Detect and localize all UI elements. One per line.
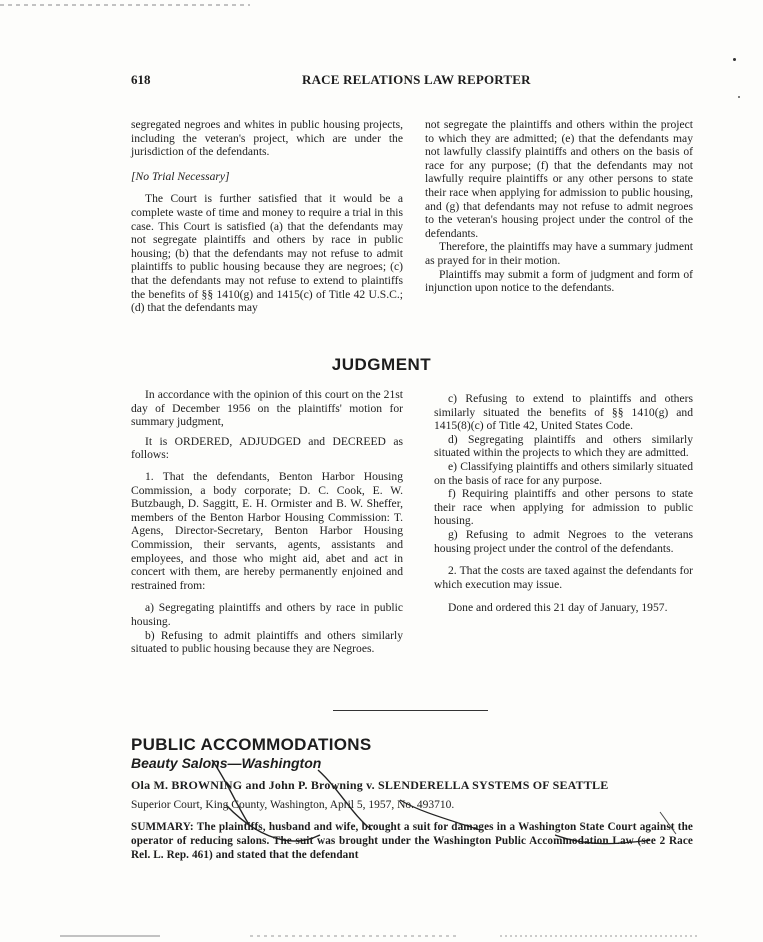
opinion-paragraph: segregated negroes and whites in public housing projects, including the veteran's project, which are under the jurisdiction of the defendants. bbox=[131, 118, 403, 159]
scan-speck bbox=[738, 96, 740, 98]
judgment-item: g) Refusing to admit Negroes to the veterans housing project under the control of the defendants. bbox=[434, 527, 693, 555]
scan-speck bbox=[733, 58, 736, 61]
subsection-heading: [No Trial Necessary] bbox=[131, 169, 230, 183]
opinion-paragraph: Plaintiffs may submit a form of judgment and form of injunction upon notice to the defendants. bbox=[425, 267, 693, 295]
judgment-paragraph: It is ORDERED, ADJUDGED and DECREED as follows: bbox=[131, 434, 403, 462]
judgment-heading: JUDGMENT bbox=[331, 355, 432, 374]
case-title: Ola M. BROWNING and John P. Browning v. SLENDERELLA SYSTEMS OF SEATTLE bbox=[131, 778, 609, 792]
scan-edge-bottom bbox=[0, 930, 763, 942]
judgment-item: e) Classifying plaintiffs and others similarly situated on the basis of race for any purpose. bbox=[434, 459, 693, 487]
opinion-paragraph: Therefore, the plaintiffs may have a summary judment as prayed for in their motion. bbox=[425, 240, 693, 267]
running-head: RACE RELATIONS LAW REPORTER bbox=[302, 72, 531, 87]
section-subheading: Beauty Salons—Washington bbox=[131, 755, 322, 771]
opinion-paragraph: not segregate the plaintiffs and others within the project to which they are admitted; (e) that the defendants may not lawfully classify plaintiffs and others on the basis of race for any purpose; (f) that the defendants may not lawfully require plaintiffs or any other persons to state their race when applying for admission to public housing, and (g) that defendants may not refuse to admit negroes to the veteran's housing project under the control of the defendants. bbox=[425, 118, 693, 240]
case-citation: Superior Court, King County, Washington, April 5, 1957, No. 493710. bbox=[131, 799, 455, 811]
opinion-paragraph: The Court is further satisfied that it would be a complete waste of time and money to require a trial in this case. This Court is satisfied (a) that the defendants may not segregate plaintiffs and others by race in public housing; (b) that the defendants may not refuse to admit plaintiffs to public housing because they are negroes; (c) that the defendants may not refuse to extend to plaintiffs the benefits of §§ 1410(g) and 1415(c) of Title 42 U.S.C.; (d) that the defendants may bbox=[131, 192, 403, 315]
judgment-paragraph: 1. That the defendants, Benton Harbor Housing Commission, a body corporate; D. C. Cook, E. W. Butzbaugh, D. Saggitt, E. H. Ormister and B. W. Sheffer, members of the Benton Harbor Housing Commission: T. Agens, Director-Secretary, Benton Harbor Housing Commission, their servants, agents, assistants and employees, and those who might aid, abet and act in concert with them, are hereby permanently enjoined and restrained from: bbox=[131, 469, 403, 592]
section-heading: PUBLIC ACCOMMODATIONS bbox=[131, 735, 372, 754]
judgment-item: c) Refusing to extend to plaintiffs and others similarly situated the benefits of §§ 1410(g) and 1415(8)(c) of Title 42, United States Code. bbox=[434, 392, 693, 433]
judgment-paragraph: In accordance with the opinion of this court on the 21st day of December 1956 on the plaintiffs' motion for summary judgment, bbox=[131, 388, 403, 429]
judgment-item: f) Requiring plaintiffs and other persons to state their race when applying for admission to public housing. bbox=[434, 487, 693, 528]
judgment-closing: Done and ordered this 21 day of January, 1957. bbox=[448, 601, 668, 615]
judgment-paragraph: 2. That the costs are taxed against the defendants for which execution may issue. bbox=[434, 564, 693, 591]
judgment-item: a) Segregating plaintiffs and others by race in public housing. bbox=[131, 601, 403, 628]
page-number: 618 bbox=[131, 72, 151, 87]
case-summary: SUMMARY: The plaintiffs, husband and wife, brought a suit for damages in a Washington State Court against the operator of reducing salons. The suit was brought under the Washington Public Accommodation Law (see 2 Race Rel. L. Rep. 461) and stated that the defendant bbox=[131, 821, 693, 861]
judgment-item: d) Segregating plaintiffs and others similarly situated within the projects to which they are admitted. bbox=[434, 432, 693, 460]
judgment-item: b) Refusing to admit plaintiffs and others similarly situated to public housing because they are Negroes. bbox=[131, 628, 403, 656]
